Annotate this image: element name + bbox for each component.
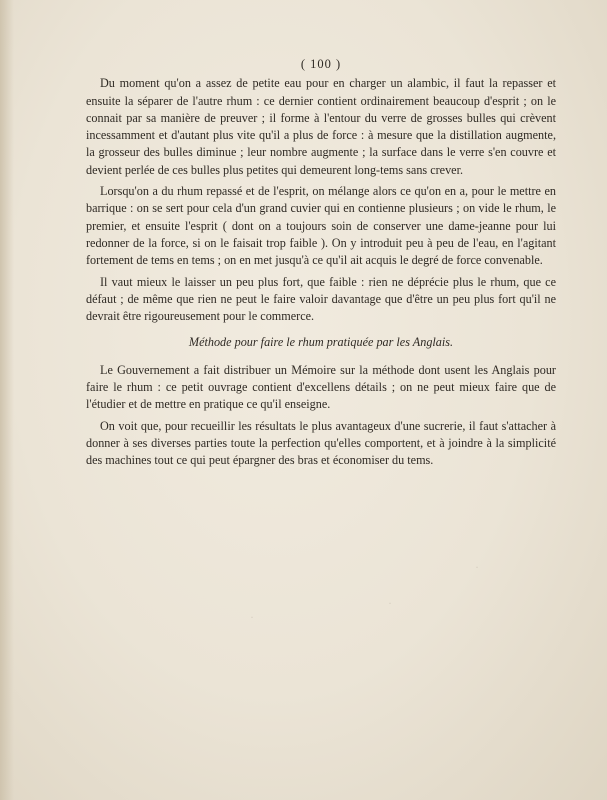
page-edge-shadow: [0, 0, 14, 800]
page-number: ( 100 ): [300, 57, 342, 71]
paragraph: Il vaut mieux le laisser un peu plus fort, que faible : rien ne déprécie plus le rhum, que ce défaut ; de même que rien ne peut le faire valoir davantage que d'être un peu plus fort qu'il ne devrait être rigoureusement pour le commerce.: [86, 274, 556, 324]
paragraph: On voit que, pour recueillir les résultats le plus avantageux d'une sucrerie, il faut s'attacher à donner à ses diverses parties toute la perfection qu'elles comportent, et à joindre à la simplicité des machines tout ce qui peut épargner des bras et économiser du tems.: [86, 418, 556, 468]
bleed-through-mark: ·: [475, 560, 479, 574]
text-block: [86, 56, 556, 474]
paragraph: Le Gouvernement a fait distribuer un Mémoire sur la méthode dont usent les Anglais pour faire le rhum : ce petit ouvrage contient d'excellens détails ; on ne peut mieux faire que de l'étudier et de mettre en pratique ce qu'il enseigne.: [86, 362, 556, 412]
paragraph: Lorsqu'on a du rhum repassé et de l'esprit, on mélange alors ce qu'on en a, pour le mettre en barrique : on se sert pour cela d'un grand cuvier qui en contienne plusieurs ; on vide le rhum, le premier, et ensuite l'esprit ( dont on a toujours soin de conserver une dame-jeanne pour lui redonner de la force, si on le faisait trop faible ). On y introduit peu à peu de l'eau, en l'agitant fortement de tems en tems ; on en met jusqu'à ce qu'il ait acquis le degré de force convenable.: [86, 184, 556, 268]
section-heading: Méthode pour faire le rhum pratiquée par les Anglais.: [188, 335, 454, 350]
bleed-through-mark: ·: [388, 596, 392, 610]
bleed-through-mark: ·: [250, 610, 254, 624]
paragraph: Du moment qu'on a assez de petite eau pour en charger un alambic, il faut la repasser et ensuite la séparer de l'autre rhum : ce dernier contient ordinairement beaucoup d'esprit ; on le connait par sa manière de preuver ; il forme à l'entour du verre de grosses bulles qui crèvent incessamment et d'autant plus vite qu'il a plus de force : à mesure que la distillation augmente, la grosseur des bulles diminue ; leur nombre augmente ; la surface dans le verre s'en couvre et devient perlée de ces bulles plus petites qui demeurent long-tems sans crever.: [86, 76, 556, 177]
